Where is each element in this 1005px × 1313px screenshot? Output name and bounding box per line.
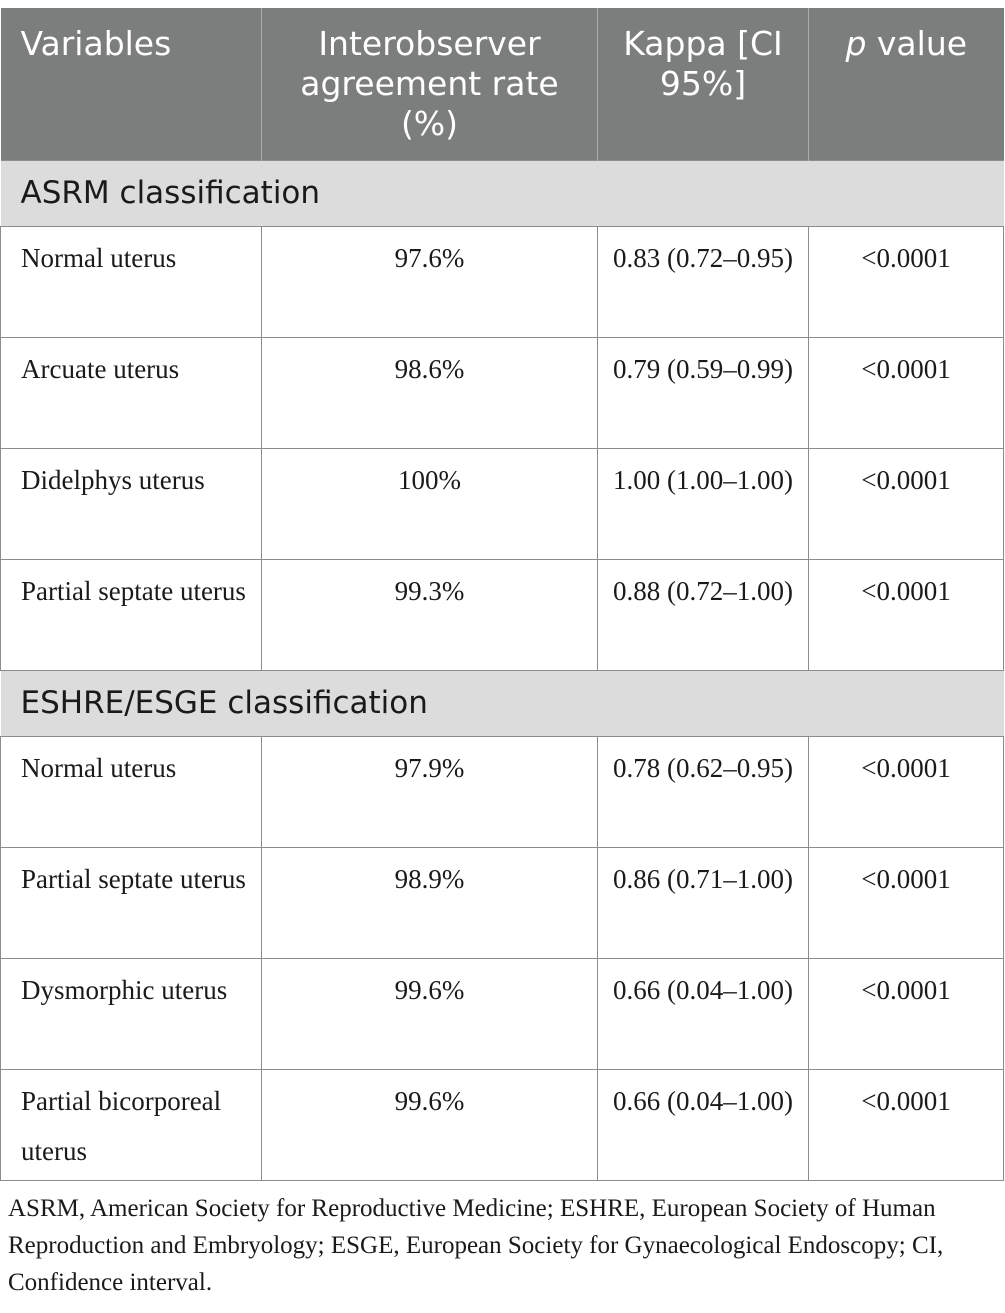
agreement-cell: 99.3% [262, 559, 598, 670]
p-value-cell: <0.0001 [809, 847, 1004, 958]
variable-cell: Partial bicorporeal uterus [1, 1069, 262, 1180]
results-table-container [0, 8, 1005, 1181]
kappa-cell: 0.78 (0.62–0.95) [598, 736, 809, 847]
table-row [1, 847, 1004, 958]
kappa-cell: 0.66 (0.04–1.00) [598, 958, 809, 1069]
variable-cell: Normal uterus [1, 226, 262, 337]
table-footnote: ASRM, American Society for Reproductive Medicine; ESHRE, European Society of Human Reproduction and Embryology; ESGE, European Society for Gynaecological Endoscopy; CI, Confidence interval. [8, 1195, 944, 1296]
p-value-cell: <0.0001 [809, 736, 1004, 847]
header-p-rest: value [866, 24, 968, 63]
section-title: ASRM classification [1, 160, 1004, 226]
p-value-cell: <0.0001 [809, 559, 1004, 670]
section-row [1, 160, 1004, 226]
agreement-cell: 97.9% [262, 736, 598, 847]
kappa-cell: 0.79 (0.59–0.99) [598, 337, 809, 448]
variable-cell: Didelphys uterus [1, 448, 262, 559]
section-row [1, 670, 1004, 736]
table-row [1, 448, 1004, 559]
variable-cell: Partial septate uterus [1, 847, 262, 958]
table-row [1, 559, 1004, 670]
p-value-cell: <0.0001 [809, 958, 1004, 1069]
section-title: ESHRE/ESGE classification [1, 670, 1004, 736]
kappa-cell: 1.00 (1.00–1.00) [598, 448, 809, 559]
header-kappa: Kappa [CI 95%] [598, 8, 809, 160]
p-value-cell: <0.0001 [809, 1069, 1004, 1180]
kappa-cell: 0.88 (0.72–1.00) [598, 559, 809, 670]
kappa-cell: 0.66 (0.04–1.00) [598, 1069, 809, 1180]
p-value-cell: <0.0001 [809, 448, 1004, 559]
agreement-cell: 99.6% [262, 1069, 598, 1180]
header-variables: Variables [1, 8, 262, 160]
agreement-cell: 99.6% [262, 958, 598, 1069]
table-row [1, 736, 1004, 847]
table-row [1, 1069, 1004, 1180]
agreement-cell: 100% [262, 448, 598, 559]
agreement-cell: 98.6% [262, 337, 598, 448]
table-header-row [1, 8, 1004, 160]
table-row [1, 337, 1004, 448]
header-agreement-rate: Interobserver agreement rate (%) [262, 8, 598, 160]
kappa-cell: 0.86 (0.71–1.00) [598, 847, 809, 958]
variable-cell: Dysmorphic uterus [1, 958, 262, 1069]
header-p-italic: p [845, 24, 867, 63]
agreement-cell: 97.6% [262, 226, 598, 337]
variable-cell: Arcuate uterus [1, 337, 262, 448]
variable-cell: Partial septate uterus [1, 559, 262, 670]
table-row [1, 226, 1004, 337]
agreement-cell: 98.9% [262, 847, 598, 958]
table-row [1, 958, 1004, 1069]
p-value-cell: <0.0001 [809, 226, 1004, 337]
kappa-cell: 0.83 (0.72–0.95) [598, 226, 809, 337]
agreement-table [0, 8, 1004, 1181]
variable-cell: Normal uterus [1, 736, 262, 847]
p-value-cell: <0.0001 [809, 337, 1004, 448]
header-p-value [809, 8, 1004, 160]
